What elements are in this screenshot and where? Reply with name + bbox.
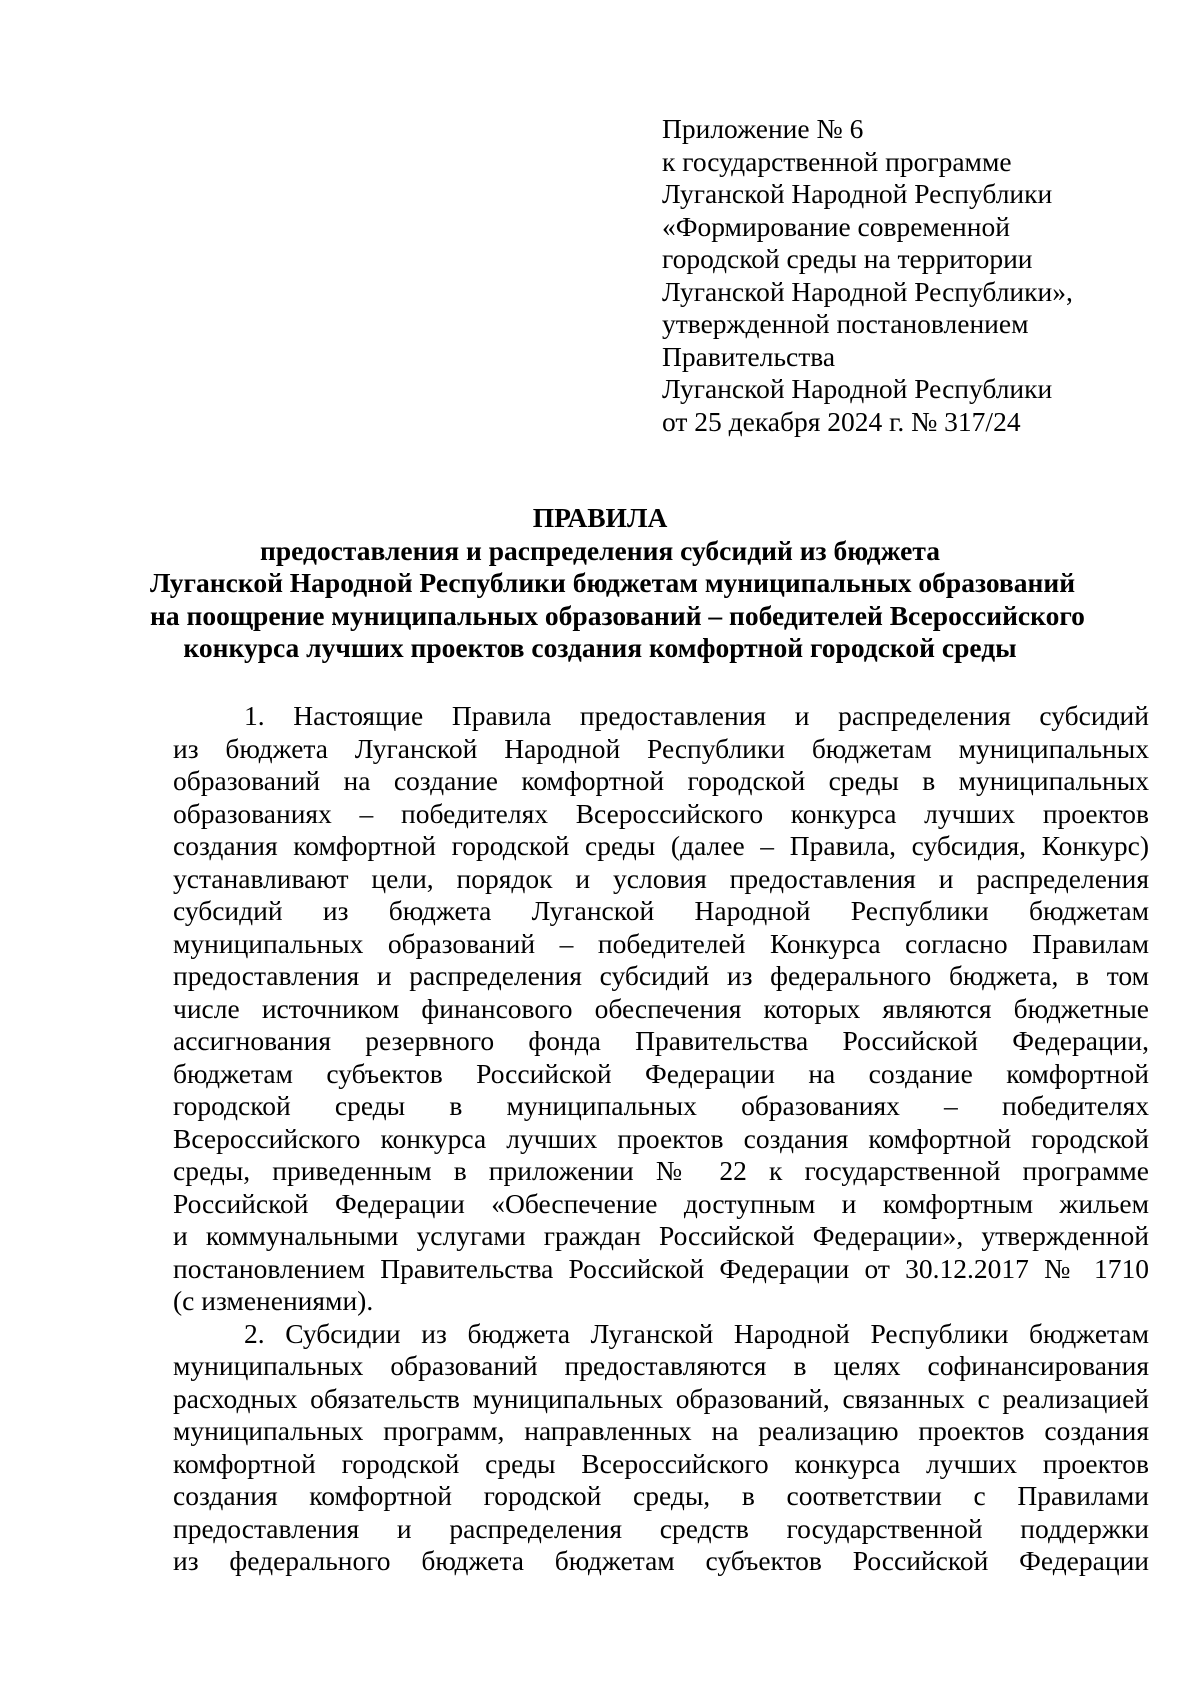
appendix-line: «Формирование современной: [662, 210, 1010, 242]
paragraph-line: создания комфортной городской среды, в соответствии с Правилами: [173, 1480, 1149, 1511]
title-line: на поощрение муниципальных образований – победителей Всероссийского: [150, 599, 1085, 631]
paragraph-line: муниципальных программ, направленных на реализацию проектов создания: [173, 1415, 1149, 1446]
paragraph-line: (с изменениями).: [173, 1285, 374, 1316]
title-heading: ПРАВИЛА: [532, 502, 668, 533]
paragraph-line: образований на создание комфортной городской среды в муниципальных: [173, 765, 1149, 796]
paragraph-line: бюджетам субъектов Российской Федерации на создание комфортной: [173, 1057, 1149, 1089]
paragraph-2: [173, 1318, 1149, 1578]
paragraph-line: Российской Федерации «Обеспечение доступным и комфортным жильем: [173, 1187, 1149, 1219]
appendix-line: утвержденной постановлением: [662, 308, 1029, 339]
paragraph-line: устанавливают цели, порядок и условия предоставления и распределения: [173, 862, 1149, 894]
paragraph-line: 1. Настоящие Правила предоставления и распределения субсидий: [244, 700, 1149, 731]
paragraph-line: создания комфортной городской среды (далее – Правила, субсидия, Конкурс): [173, 830, 1149, 861]
paragraph-line: субсидий из бюджета Луганской Народной Республики бюджетам: [173, 895, 1149, 926]
paragraph-line: среды, приведенным в приложении № 22 к государственной программе: [173, 1155, 1149, 1186]
paragraph-line: расходных обязательств муниципальных образований, связанных с реализацией: [173, 1382, 1149, 1414]
paragraph-line: и коммунальными услугами граждан Российской Федерации», утвержденной: [173, 1220, 1149, 1251]
paragraph-line: предоставления и распределения субсидий из федерального бюджета, в том: [173, 960, 1149, 991]
appendix-note: [662, 113, 1142, 438]
appendix-line: Правительства: [662, 340, 836, 372]
appendix-line: к государственной программе: [662, 145, 1012, 177]
appendix-line: Луганской Народной Республики»,: [662, 275, 1073, 307]
paragraph-line: 2. Субсидии из бюджета Луганской Народной Республики бюджетам: [244, 1317, 1149, 1349]
title-line: предоставления и распределения субсидий из бюджета: [260, 534, 940, 566]
paragraph-line: городской среды в муниципальных образованиях – победителях: [173, 1090, 1149, 1121]
paragraph-line: муниципальных образований – победителей Конкурса согласно Правилам: [173, 927, 1149, 959]
paragraph-1: [173, 700, 1149, 1318]
appendix-line: от 25 декабря 2024 г. № 317/24: [662, 405, 1021, 437]
title-line: Луганской Народной Республики бюджетам муниципальных образований: [150, 567, 1076, 598]
paragraph-line: муниципальных образований предоставляются в целях софинансирования: [173, 1350, 1149, 1381]
paragraph-line: из бюджета Луганской Народной Республики бюджетам муниципальных: [173, 732, 1149, 764]
title-line: конкурса лучших проектов создания комфортной городской среды: [183, 632, 1017, 663]
document-title: [150, 502, 1085, 665]
paragraph-line: Всероссийского конкурса лучших проектов создания комфортной городской: [173, 1122, 1149, 1154]
paragraph-line: предоставления и распределения средств государственной поддержки: [173, 1512, 1149, 1544]
appendix-line: городской среды на территории: [662, 243, 1033, 274]
paragraph-line: образованиях – победителях Всероссийского конкурса лучших проектов: [173, 797, 1149, 829]
paragraph-line: числе источником финансового обеспечения которых являются бюджетные: [173, 992, 1149, 1024]
document-body: [173, 700, 1149, 1578]
paragraph-line: комфортной городской среды Всероссийского конкурса лучших проектов: [173, 1447, 1149, 1479]
paragraph-line: из федерального бюджета бюджетам субъектов Российской Федерации: [173, 1545, 1149, 1576]
appendix-line: Луганской Народной Республики: [662, 373, 1053, 404]
paragraph-line: постановлением Правительства Российской Федерации от 30.12.2017 № 1710: [173, 1252, 1149, 1284]
paragraph-line: ассигнования резервного фонда Правительства Российской Федерации,: [173, 1025, 1149, 1056]
appendix-line: Приложение № 6: [662, 113, 864, 144]
appendix-line: Луганской Народной Республики: [662, 178, 1053, 209]
